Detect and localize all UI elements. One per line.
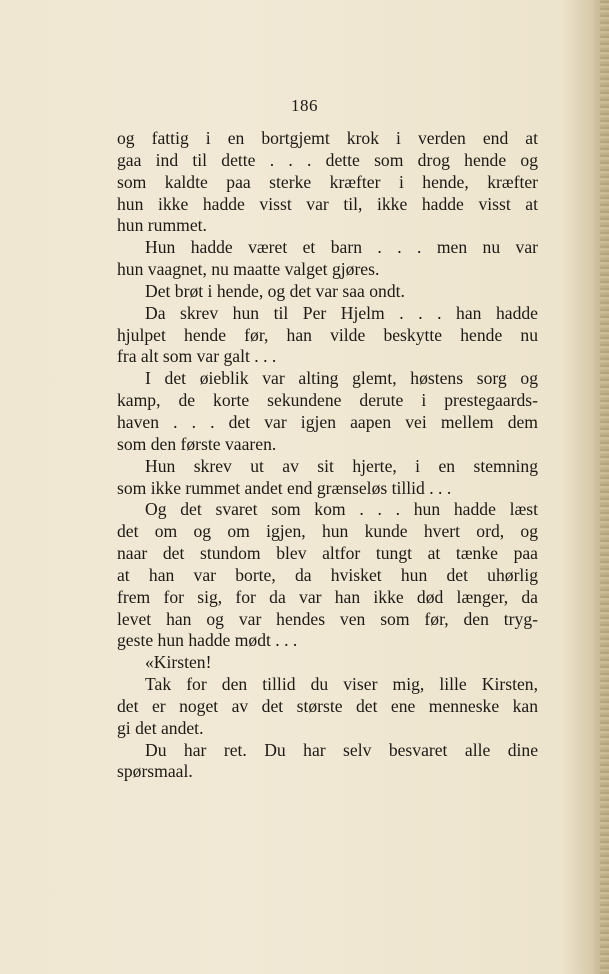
text-line: som den første vaaren.	[117, 433, 277, 454]
text-line: Og det svaret som kom . . . hun hadde læst	[145, 499, 538, 520]
text-line: Da skrev hun til Per Hjelm . . . han hadde	[145, 302, 538, 323]
text-line: som ikke rummet andet end grænseløs tillid . . .	[117, 477, 452, 498]
text-line: Hun skrev ut av sit hjerte, i en stemning	[145, 455, 538, 476]
text-line: det om og om igjen, hun kunde hvert ord, og	[117, 521, 538, 542]
text-line: I det øieblik var alting glemt, høstens sorg og	[145, 368, 538, 389]
page-number: 186	[291, 96, 318, 115]
text-line: geste hun hadde mødt . . .	[117, 630, 298, 651]
page-edge	[600, 0, 609, 974]
text-line: spørsmaal.	[117, 761, 193, 782]
text-line: hun rummet.	[117, 215, 207, 236]
text-line: Du har ret. Du har selv besvaret alle dine	[145, 739, 538, 760]
text-line: hun ikke hadde visst var til, ikke hadde visst at	[117, 193, 538, 214]
text-line: det er noget av det største det ene menneske kan	[117, 695, 538, 716]
body-text	[117, 128, 538, 783]
text-line: haven . . . det var igjen aapen vei mellem dem	[117, 411, 538, 432]
text-line: Tak for den tillid du viser mig, lille Kirsten,	[145, 674, 538, 695]
text-line: frem for sig, for da var han ikke død længer, da	[117, 586, 538, 607]
text-line: som kaldte paa sterke kræfter i hende, kræfter	[117, 171, 538, 192]
text-line: at han var borte, da hvisket hun det uhørlig	[117, 564, 538, 585]
text-line: gaa ind til dette . . . dette som drog hende og	[117, 149, 538, 170]
text-line: hjulpet hende før, han vilde beskytte hende nu	[117, 324, 538, 345]
text-line: levet han og var hendes ven som før, den tryg-	[117, 608, 538, 629]
text-line: «Kirsten!	[145, 652, 212, 673]
text-line: og fattig i en bortgjemt krok i verden end at	[117, 128, 538, 148]
text-line: Hun hadde været et barn . . . men nu var	[145, 237, 538, 258]
text-line: Det brøt i hende, og det var saa ondt.	[145, 280, 405, 301]
text-line: naar det stundom blev altfor tungt at tænke paa	[117, 543, 538, 564]
text-line: kamp, de korte sekundene derute i prestegaards-	[117, 390, 538, 411]
text-line: fra alt som var galt . . .	[117, 346, 277, 367]
text-line: gi det andet.	[117, 717, 204, 738]
text-line: hun vaagnet, nu maatte valget gjøres.	[117, 259, 380, 280]
